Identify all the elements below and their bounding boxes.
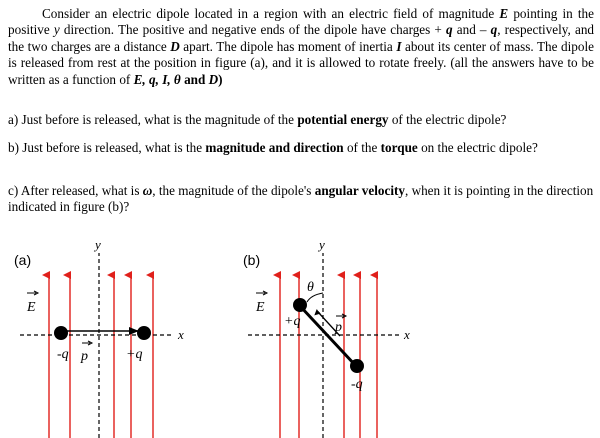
moment-label-b: p <box>335 320 342 335</box>
angle-label-b: θ <box>307 280 314 295</box>
figure-a <box>14 237 184 438</box>
positive-charge-b <box>293 298 307 312</box>
field-label-b: E <box>256 300 265 315</box>
negative-charge-b <box>350 359 364 373</box>
question-a: a) Just before is released, what is the magnitude of the potential energy of the electric dipole? <box>8 112 507 127</box>
problem-statement: Consider an electric dipole located in a region with an electric field of magnitude E pointing in the positive y direction. The positive and negative ends of the dipole have charges + q and – q, respectively, and the two charges are a distance D apart. The dipole has moment of inertia I about its center of mass. The dipole is released from rest at the position in figure (a), and it is allowed to rotate freely. (all the answers have to be written as a function of E, q, I, θ and D) <box>8 6 595 87</box>
dipole-rod-b <box>300 306 356 366</box>
negative-charge-a <box>54 326 68 340</box>
field-label-a: E <box>27 300 36 315</box>
pos-charge-label-b: +q <box>284 314 301 329</box>
moment-label-a: p <box>81 349 88 364</box>
positive-charge-a <box>137 326 151 340</box>
x-axis-label-b: x <box>404 327 410 342</box>
neg-charge-label-a: -q <box>57 347 69 362</box>
figure-a-label: (a) <box>14 252 32 268</box>
neg-charge-label-b: -q <box>351 377 363 392</box>
x-axis-label-a: x <box>178 327 184 342</box>
question-c: c) After released, what is ω, the magnitude of the dipole's angular velocity, when it is pointing in the direction indicated in figure (b)? <box>8 183 594 215</box>
y-axis-label-a: y <box>95 237 101 252</box>
y-axis-label-b: y <box>319 237 325 252</box>
pos-charge-label-a: +q <box>126 347 143 362</box>
field-lines-b <box>280 275 377 438</box>
figure-b-label: (b) <box>243 252 261 268</box>
figure-b <box>243 237 410 438</box>
question-b: b) Just before is released, what is the magnitude and direction of the torque on the electric dipole? <box>8 140 538 155</box>
